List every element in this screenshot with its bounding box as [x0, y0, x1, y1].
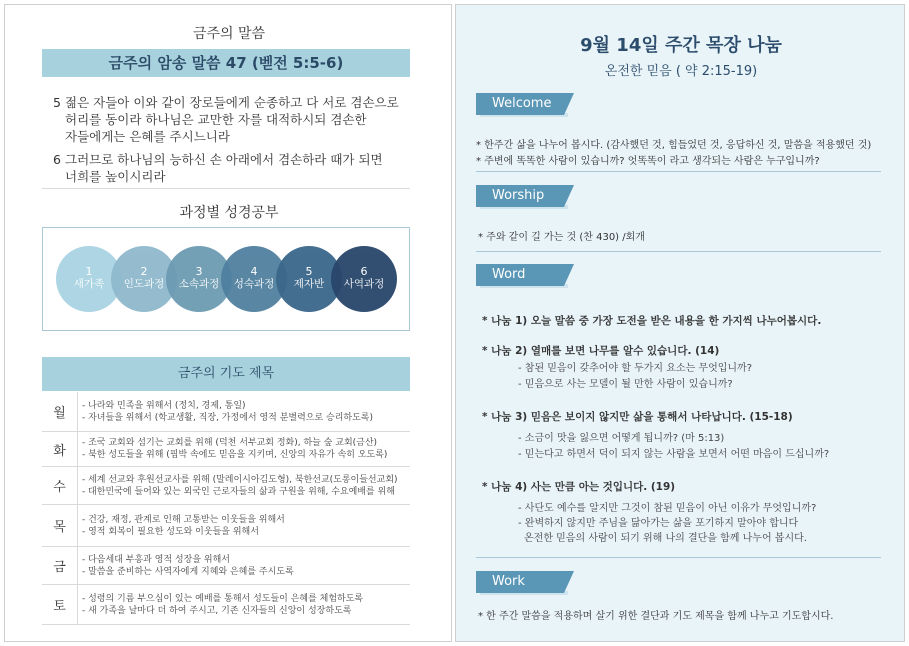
- prayer-row-mon: [42, 392, 410, 432]
- welcome-line: * 주변에 똑똑한 사람이 있습니까? 엇똑똑이 라고 생각되는 사람은 누구입니까?: [476, 156, 820, 167]
- prayer-row-fri: [42, 547, 410, 585]
- prayer-item: - 북한 성도들을 위해 (핍박 속에도 믿음을 지키며, 신앙의 자유가 속히 오도록): [82, 450, 388, 460]
- sharing-question-4: * 나눔 4) 사는 만큼 아는 것입니다. (19): [482, 481, 676, 493]
- prayer-item: - 나라와 민족을 위해서 (정치, 경제, 통일): [82, 400, 246, 411]
- prayer-item: - 영적 회복이 필요한 성도와 이웃들을 위해서: [82, 526, 259, 537]
- verse-line: 젊은 자들아 이와 같이 장로들에게 순종하고 다 서로 겸손으로: [65, 95, 399, 110]
- sharing-subquestion: - 소금이 맛을 잃으면 어떻게 됩니까? (마 5:13): [518, 433, 725, 444]
- prayer-day: 화: [42, 432, 78, 466]
- sharing-subquestion: - 완벽하지 않지만 주님을 닮아가는 삶을 포기하지 말아야 합니다: [518, 518, 799, 529]
- course-label: 인도과정: [123, 278, 165, 290]
- course-number: 6: [360, 265, 368, 278]
- prayer-item: - 건강, 재정, 관계로 인해 고통받는 이웃들을 위해서: [82, 514, 285, 525]
- divider: [476, 251, 881, 252]
- welcome-tag: Welcome: [476, 93, 564, 115]
- prayer-item: - 대한민국에 들어와 있는 외국인 근로자들의 삶과 구원을 위해, 수요예배를 위해: [82, 486, 395, 497]
- welcome-line: * 한주간 삶을 나누어 봅시다. (감사했던 것, 힘들었던 것, 응답하신 것, 말씀을 적용했던 것): [476, 140, 872, 151]
- prayer-item: - 다음세대 부흥과 영적 성장을 위해서: [82, 554, 230, 565]
- prayer-item: - 조국 교회와 섬기는 교회를 위해 (덕천 서부교회 정화), 하늘 숲 교회(금산): [82, 438, 378, 448]
- verse-line: 허리를 동이라 하나님은 교만한 자를 대적하시되 겸손한: [65, 112, 367, 127]
- cell-meeting-subtitle: 온전한 믿음 ( 약 2:15-19): [604, 64, 758, 79]
- worship-line: * 주와 같이 길 가는 것 (찬 430) /회개: [478, 232, 645, 243]
- sharing-question-1: * 나눔 1) 오늘 말씀 중 가장 도전을 받은 내용을 한 가지씩 나누어봅시다.: [482, 315, 822, 327]
- divider: [476, 557, 881, 558]
- prayer-item: - 성령의 기름 부으심이 있는 예배를 통해서 성도들이 은혜를 체험하도록: [82, 593, 364, 604]
- work-line: * 한 주간 말씀을 적용하며 살기 위한 결단과 기도 제목을 함께 나누고 기도합시다.: [478, 611, 834, 622]
- course-section-title: 과정별 성경공부: [179, 205, 279, 221]
- course-label: 제자반: [293, 278, 325, 290]
- work-tag: Work: [476, 571, 564, 593]
- verse-line: 자들에게는 은혜를 주시느니라: [65, 129, 230, 144]
- memory-verse-title: 금주의 암송 말씀 47 (벧전 5:5-6): [42, 49, 410, 77]
- prayer-day: 수: [42, 467, 78, 504]
- divider: [42, 188, 410, 189]
- verse-number: 6: [53, 152, 61, 167]
- course-label: 소속과정: [178, 278, 220, 290]
- prayer-row-wed: [42, 467, 410, 505]
- sharing-question-3: * 나눔 3) 믿음은 보이지 않지만 삶을 통해서 나타납니다. (15-18): [482, 411, 793, 423]
- cell-meeting-title: 9월 14일 주간 목장 나눔: [580, 35, 782, 56]
- prayer-item: - 새 가족을 날마다 더 하여 주시고, 기존 신자들의 신앙이 성장하도록: [82, 605, 352, 616]
- prayer-item: - 말씀을 준비하는 사역자에게 지혜와 은혜를 주시도록: [82, 566, 294, 577]
- right-panel: [455, 4, 905, 642]
- prayer-row-thu: [42, 505, 410, 547]
- course-circle-6: [331, 246, 397, 312]
- worship-tag: Worship: [476, 185, 564, 207]
- verse-section-title: 금주의 말씀: [192, 26, 266, 42]
- prayer-day: 월: [42, 392, 78, 431]
- prayer-day: 금: [42, 547, 78, 584]
- course-label: 성숙과정: [233, 278, 275, 290]
- prayer-day: 토: [42, 585, 78, 624]
- verse-6: [53, 151, 383, 185]
- prayer-item: - 자녀들을 위해서 (학교생활, 직장, 가정에서 영적 분별력으로 승리하도록): [82, 412, 374, 423]
- verse-line: 너희를 높이시리라: [65, 169, 166, 184]
- divider: [476, 171, 881, 172]
- verse-5: [53, 94, 399, 145]
- course-number: 3: [195, 265, 203, 278]
- sharing-subquestion: - 믿는다고 하면서 덕이 되지 않는 사람을 보면서 어떤 마음이 드십니까?: [518, 449, 830, 460]
- prayer-row-tue: [42, 432, 410, 467]
- verse-number: 5: [53, 95, 61, 110]
- sharing-subquestion: - 믿음으로 사는 모델이 될 만한 사람이 있습니까?: [518, 379, 733, 390]
- sharing-subquestion: 온전한 믿음의 사람이 되기 위해 나의 결단을 함께 나누어 봅시다.: [524, 533, 807, 544]
- left-panel: [4, 4, 452, 642]
- course-number: 4: [250, 265, 258, 278]
- course-number: 2: [140, 265, 148, 278]
- prayer-day: 목: [42, 505, 78, 546]
- course-diagram: [42, 227, 410, 331]
- prayer-row-sat: [42, 585, 410, 625]
- sharing-subquestion: - 참된 믿음이 갖추어야 할 두가지 요소는 무엇입니까?: [518, 363, 753, 374]
- prayer-item: - 세계 선교와 후원선교사를 위해 (말레이시아김도형), 북한선교(도롱이들선교회): [82, 474, 398, 485]
- sharing-question-2: * 나눔 2) 열매를 보면 나무를 알수 있습니다. (14): [482, 345, 720, 357]
- course-number: 1: [85, 265, 93, 278]
- course-label: 새가족: [73, 278, 105, 290]
- course-label: 사역과정: [343, 278, 385, 290]
- prayer-section-title: 금주의 기도 제목: [42, 357, 410, 391]
- sharing-subquestion: - 사단도 예수를 알지만 그것이 참된 믿음이 아닌 이유가 무엇입니까?: [518, 503, 817, 514]
- course-number: 5: [305, 265, 313, 278]
- verse-line: 그러므로 하나님의 능하신 손 아래에서 겸손하라 때가 되면: [65, 152, 383, 167]
- word-tag: Word: [476, 264, 564, 286]
